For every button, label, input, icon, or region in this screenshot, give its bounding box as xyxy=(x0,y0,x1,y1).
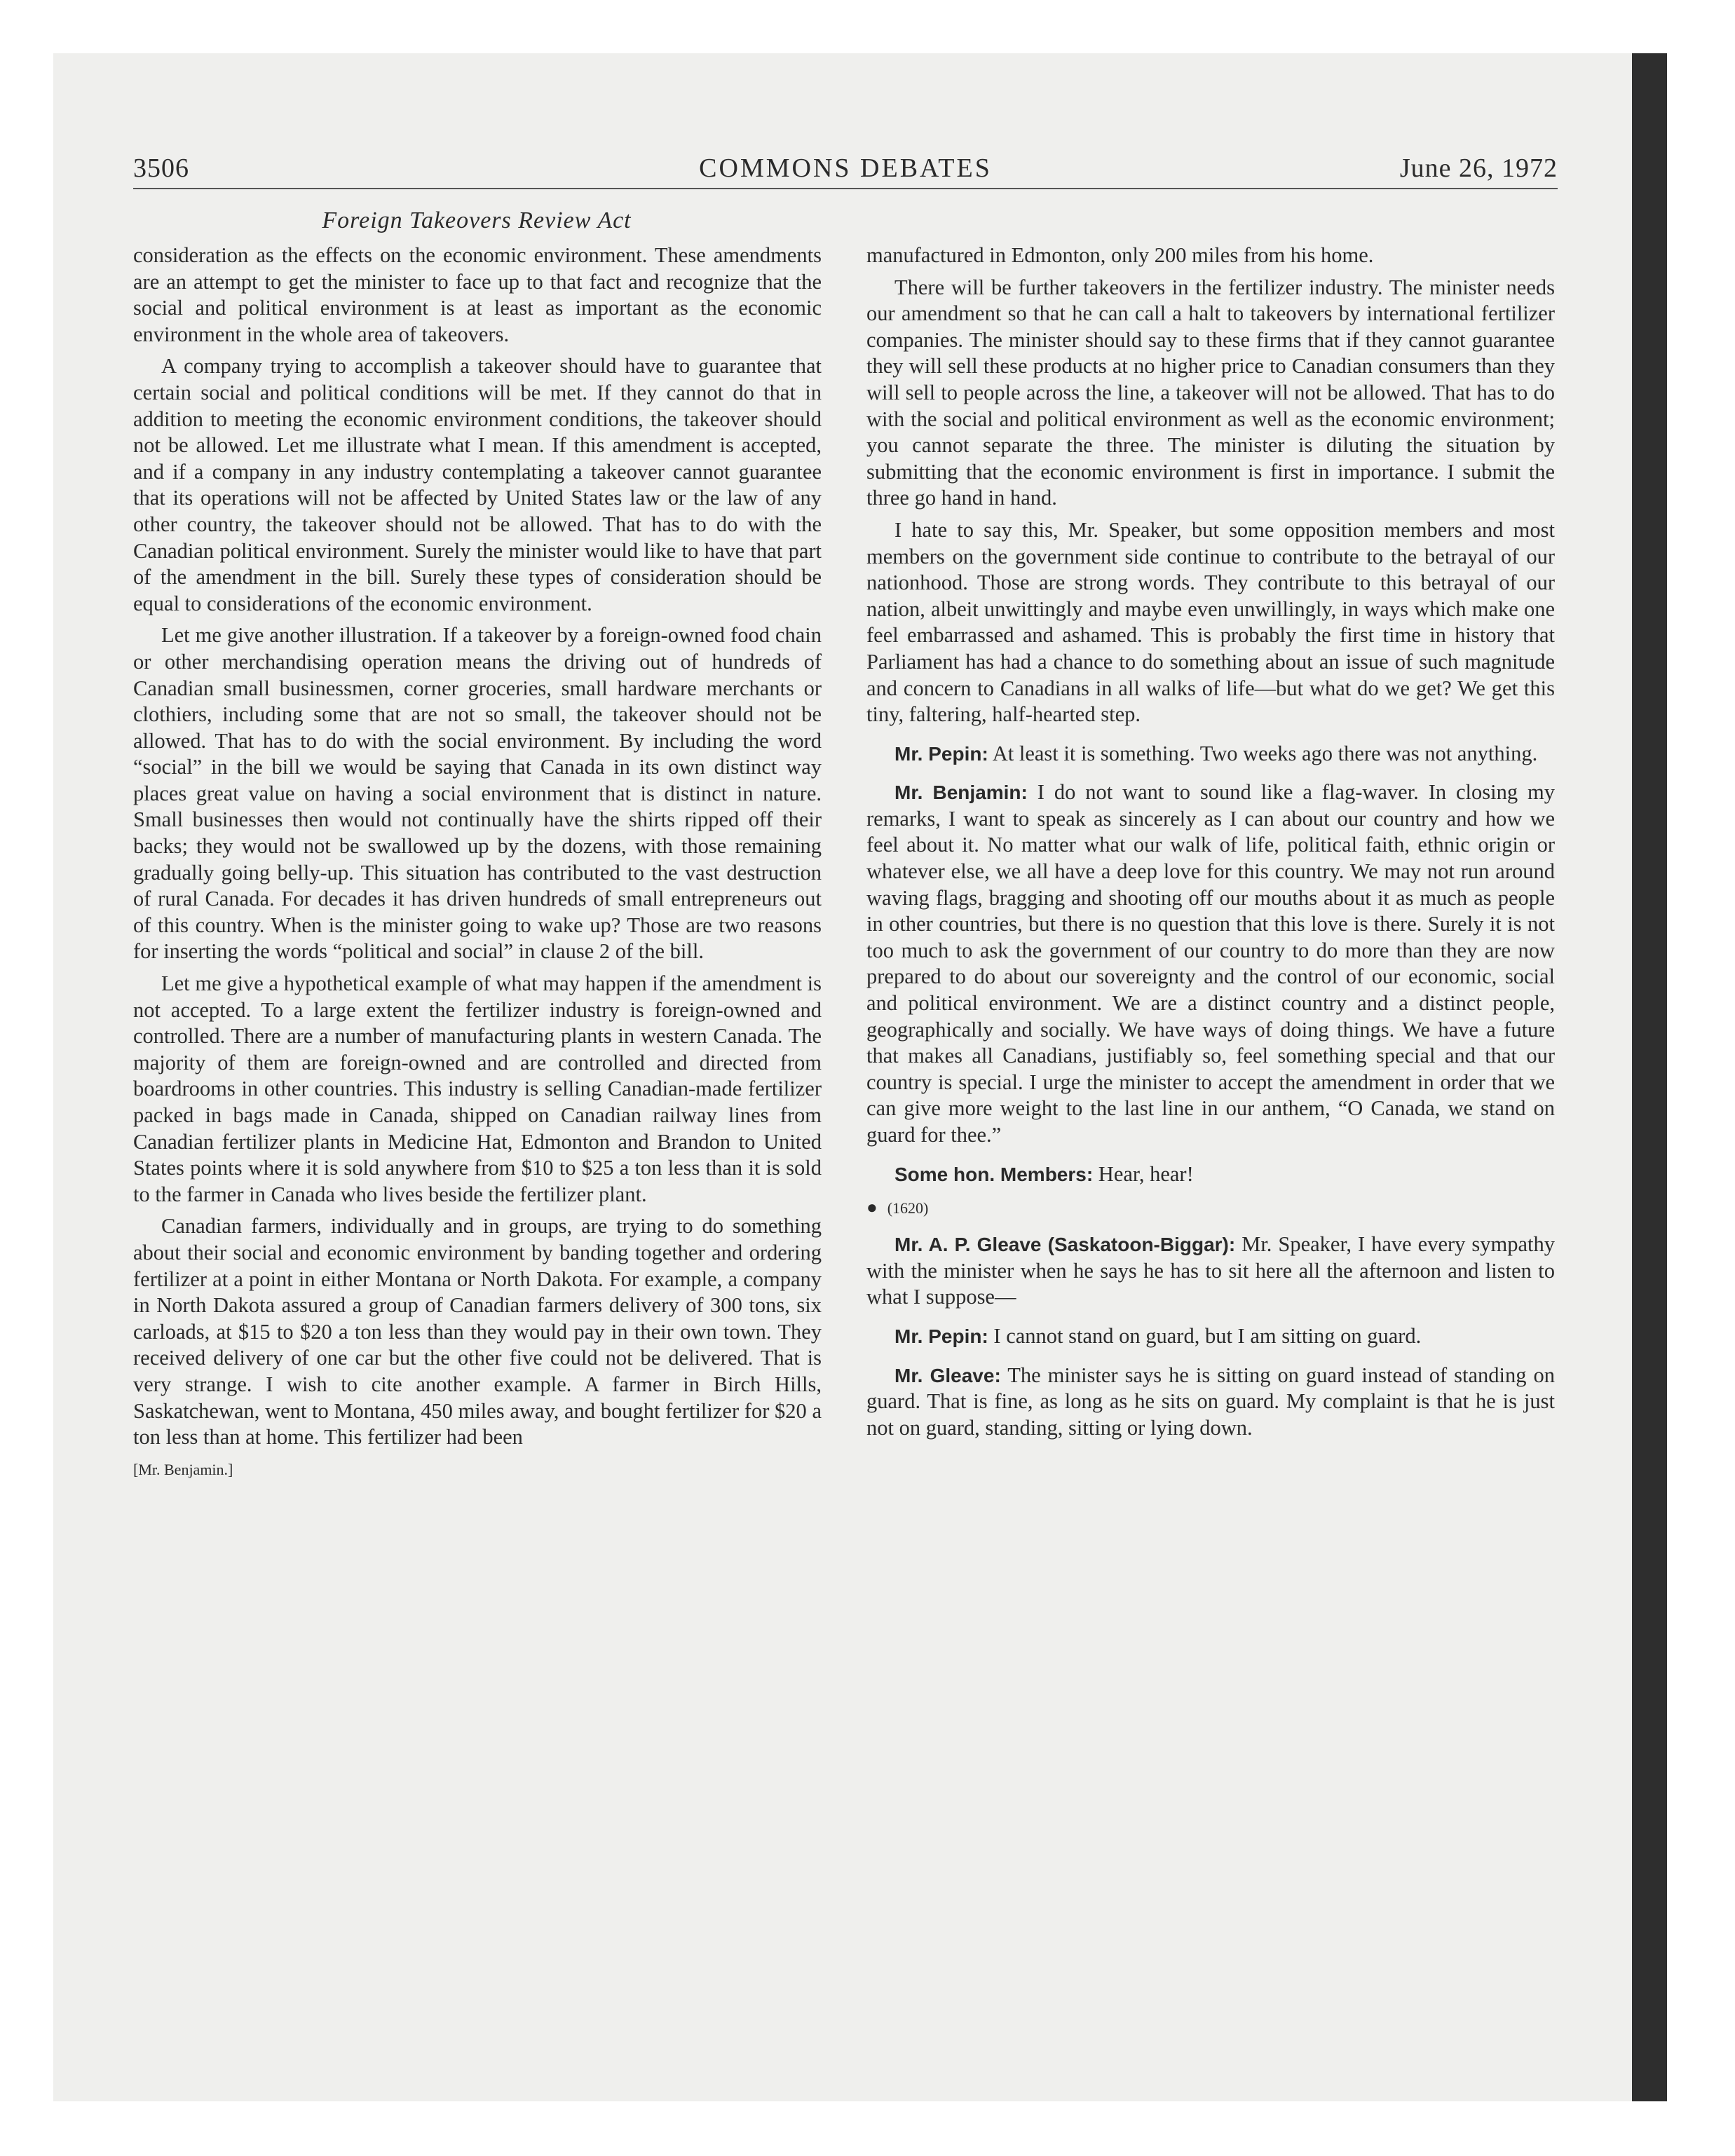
speech-gleave-1 xyxy=(866,1231,1555,1311)
page-header xyxy=(133,153,1558,189)
speech-members xyxy=(866,1161,1555,1188)
speech-text: Hear, hear! xyxy=(1093,1161,1194,1186)
speech-text: At least it is something. Two weeks ago there was not anything. xyxy=(988,741,1538,765)
paragraph: Let me give another illustration. If a takeover by a foreign-owned food chain or other merchandising operation means the driving out of hundreds of Canadian small businessmen, corner groceries, small hardware merchants or clothiers, including some that are not so small, the takeover should not be allowed. That has to do with the social environment. By including the word “social” in the bill we would be saying that Canada in its own distinct way places great value on having a social environment that is distinct in nature. Small businesses then would not continually have the shirts ripped off their backs; they would not be swallowed up by the dozens, with those remaining gradually going belly-up. This situation has contributed to the vast destruction of rural Canada. For decades it has driven hundreds of small entrepreneurs out of this country. When is the minister going to wake up? Those are two reasons for inserting the words “political and social” in clause 2 of the bill. xyxy=(133,623,822,964)
section-title: Foreign Takeovers Review Act xyxy=(322,207,632,233)
paragraph: I hate to say this, Mr. Speaker, but some opposition members and most members on the government side continue to contribute to the betrayal of our nationhood. Those are strong words. They contribute to this betrayal of our nation, albeit unwittingly and maybe even unwillingly, in ways which make one feel embarrassed and ashamed. This is probably the first time in history that Parliament has had a chance to do something about an issue of such magnitude and concern to Canadians in all walks of life—but what do we get? We get this tiny, faltering, half-hearted step. xyxy=(866,517,1555,727)
journal-title: COMMONS DEBATES xyxy=(699,153,992,183)
speaker-name: Mr. Benjamin: xyxy=(894,782,1028,804)
speaker-name: Mr. A. P. Gleave (Saskatoon-Biggar): xyxy=(894,1234,1236,1256)
speaker-name: Mr. Gleave: xyxy=(894,1364,1001,1386)
right-column xyxy=(866,243,1555,1447)
time-marker-text: (1620) xyxy=(887,1199,929,1217)
time-marker xyxy=(866,1197,1555,1219)
speech-text: I do not want to sound like a flag-waver. In closing my remarks, I want to speak as sincerely as I can about our country and how we feel about it. No matter what our walk of life, political faith, ethnic origin or whatever else, we all have a deep love for this country. We may not run around waving flags, bragging and shooting off our mouths about it as much as people in other countries, but there is no question that this love is there. Surely it is not too much to ask the government of our country to do more than they are now prepared to do about our sovereignty and the control of our economic, social and political environment. We are a distinct country and a distinct people, geographically and socially. We have ways of doing things. We have a future that makes all Canadians, justifiably so, feel something special and that our country is special. I urge the minister to accept the amendment in order that we can give more weight to the last line in our anthem, “O Canada, we stand on guard for thee.” xyxy=(866,780,1555,1147)
speaker-name: Mr. Pepin: xyxy=(894,742,988,765)
paragraph: Let me give a hypothetical example of what may happen if the amendment is not accepted. To a large extent the fertilizer industry is foreign-owned and controlled. There are a number of manufacturing plants in western Canada. The majority of them are foreign-owned and are controlled and directed from boardrooms in other countries. This industry is selling Canadian-made fertilizer packed in bags made in Canada, shipped on Canadian railway lines from Canadian fertilizer plants in Medicine Hat, Edmonton and Brandon to United States points where it is sold anywhere from $10 to $25 a ton less than it is sold to the farmer in Canada who lives beside the fertilizer plant. xyxy=(133,971,822,1206)
speaker-name: Mr. Pepin: xyxy=(894,1325,988,1347)
paragraph: Canadian farmers, individually and in groups, are trying to do something about their social and economic environment by banding together and ordering fertilizer at a point in either Montana or North Dakota. For example, a company in North Dakota assured a group of Canadian farmers delivery of 300 tons, six carloads, at $15 to $20 a ton less than they would pay in their own town. They received delivery of one car but the other five could not be delivered. That is very strange. I wish to cite another example. A farmer in Birch Hills, Saskatchewan, went to Montana, 450 miles away, and bought fertilizer for $20 a ton less than at home. This fertilizer had been xyxy=(133,1214,822,1449)
speaker-name: Some hon. Members: xyxy=(894,1163,1094,1185)
speech-benjamin xyxy=(866,779,1555,1148)
publication-date: June 26, 1972 xyxy=(1399,153,1558,183)
page-edge-shadow xyxy=(1632,53,1667,2101)
speech-text: Mr. Speaker, I have every sympathy with the minister when he says he has to sit here all the afternoon and listen to what I suppose— xyxy=(866,1232,1555,1309)
paragraph: A company trying to accomplish a takeover should have to guarantee that certain social and political conditions will be met. If they cannot do that in addition to meeting the economic environment conditions, the takeover should not be allowed. Let me illustrate what I mean. If this amendment is accepted, and if a company in any industry contemplating a takeover cannot guarantee that its operations will not be affected by United States law or the law of any other country, the takeover should not be allowed. That has to do with the Canadian political environment. Surely the minister would like to have that part of the amendment in the bill. Surely these types of consideration should be equal to considerations of the economic environment. xyxy=(133,354,822,615)
paragraph: consideration as the effects on the economic environment. These amendments are an attempt to get the minister to face up to that fact and recognize that the social and political environment is at least as important as the economic environment in the whole area of takeovers. xyxy=(133,243,822,346)
left-column xyxy=(133,243,822,1480)
page-number: 3506 xyxy=(133,153,189,183)
speaker-attribution: [Mr. Benjamin.] xyxy=(133,1460,233,1478)
paragraph: manufactured in Edmonton, only 200 miles from his home. xyxy=(866,243,1374,267)
speech-text: The minister says he is sitting on guard instead of standing on guard. That is fine, as long as he sits on guard. My complaint is that he is just not on guard, standing, sitting or lying down. xyxy=(866,1363,1555,1440)
speech-gleave-2 xyxy=(866,1363,1555,1442)
speech-text: I cannot stand on guard, but I am sitting on guard. xyxy=(988,1323,1422,1348)
bullet-icon: ● xyxy=(866,1197,878,1218)
speech-pepin-2 xyxy=(866,1323,1555,1350)
speech-pepin-1 xyxy=(866,741,1555,767)
paragraph: There will be further takeovers in the fertilizer industry. The minister needs our amendment so that he can call a halt to takeovers by international fertilizer companies. The minister should say to these firms that if they cannot guarantee they will sell these products at no higher price to Canadian consumers than they will sell to people across the line, a takeover will not be allowed. That has to do with the social and political environment as well as the economic environment; you cannot separate the three. The minister is diluting the situation by submitting that the economic environment is first in importance. I submit the three go hand in hand. xyxy=(866,275,1555,510)
